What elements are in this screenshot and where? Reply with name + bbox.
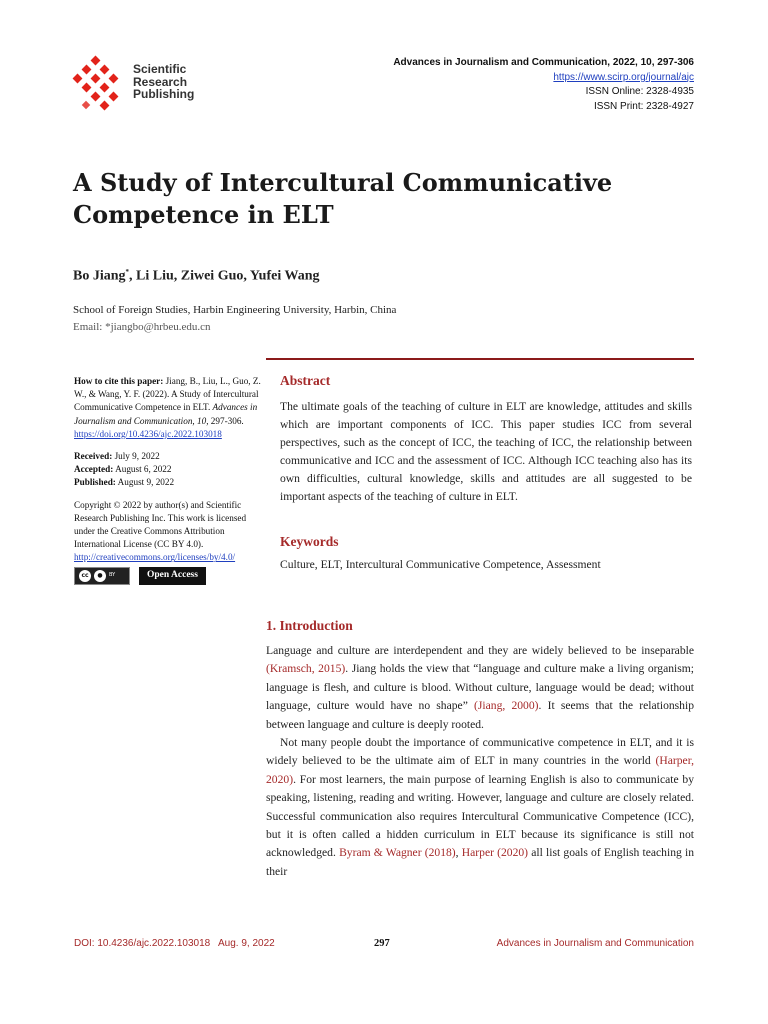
keywords-text: Culture, ELT, Intercultural Communicative Competence, Assessment	[280, 558, 601, 571]
open-access-badge: Open Access	[139, 567, 206, 585]
ref-jiang-2000[interactable]: (Jiang, 2000)	[474, 699, 539, 713]
footer-journal: Advances in Journalism and Communication	[496, 938, 694, 949]
cc-by-badge[interactable]	[74, 567, 130, 585]
cc-icon: cc	[79, 570, 91, 582]
introduction-heading: 1. Introduction	[266, 618, 353, 633]
cite-text: Jiang, B., Liu, L., Guo, Z. W., & Wang, Y. F. (2022). A Study of Intercultural Communicative Competence in ELT.	[74, 376, 261, 413]
copyright-text: Copyright © 2022 by author(s) and Scientific Research Publishing Inc. This work is licensed under the Creative Commons Attribution International License (CC BY 4.0).	[74, 499, 247, 550]
section-rule	[266, 358, 694, 360]
cite-pages: 297-306.	[208, 415, 244, 426]
published-date: August 9, 2022	[115, 477, 175, 488]
page-number: 297	[374, 938, 390, 949]
ref-harper-2020-b[interactable]: Harper (2020)	[461, 846, 529, 860]
cite-doi-link[interactable]: https://doi.org/10.4236/ajc.2022.103018	[74, 428, 222, 439]
p2-text-a: Not many people doubt the importance of communicative competence in ELT, and it is widely believed to be the ultimate aim of ELT in many countries in the world	[266, 736, 694, 768]
publisher-name-line-1: Scientific	[133, 62, 187, 76]
author-rest: , Li Liu, Ziwei Guo, Yufei Wang	[129, 268, 320, 284]
p1-text-a: Language and culture are interdependent and they are widely believed to be inseparable	[266, 644, 694, 657]
dates-block	[74, 450, 264, 490]
abstract-text: The ultimate goals of the teaching of culture in ELT are knowledge, attitudes and skills which are important components of ICC. This paper studies ICC from several perspectives, such as the concept of ICC, the teaching of ICC, the relationship between communicative and ICC and the assessment of ICC. Although ICC teaching also has its own difficulties, cultural knowledge, skills and attitudes are all suggested to be important aspects of the teaching of culture in ELT.	[280, 400, 692, 503]
license-badges	[74, 567, 264, 585]
email: Email: *jiangbo@hrbeu.edu.cn	[73, 321, 211, 333]
p1-text-c: . It seems that the relationship between language and culture is deeply rooted.	[266, 699, 694, 731]
copyright-block	[74, 499, 264, 565]
issn-online: ISSN Online: 2328-4935	[585, 86, 694, 97]
sidebar	[74, 375, 264, 585]
accepted-date: August 6, 2022	[113, 464, 172, 475]
intro-paragraph-1	[266, 642, 694, 734]
journal-info	[393, 56, 694, 114]
corresponding-mark: *	[125, 268, 130, 276]
publisher-logo	[72, 55, 212, 115]
paper-title: A Study of Intercultural Communicative Competence in ELT	[73, 168, 613, 229]
accepted-label: Accepted:	[74, 464, 114, 475]
license-link[interactable]: http://creativecommons.org/licenses/by/4.0/	[74, 552, 236, 563]
author-list	[73, 268, 320, 285]
affiliation: School of Foreign Studies, Harbin Engineering University, Harbin, China	[73, 304, 397, 316]
journal-citation: Advances in Journalism and Communication, 2022, 10, 297-306	[393, 57, 694, 68]
p2-text-d: all list goals of English teaching in their	[266, 846, 695, 878]
intro-paragraph-2	[266, 734, 694, 881]
ref-harper-2020[interactable]: (Harper, 2020)	[266, 754, 694, 786]
p2-text-b: . For most learners, the main purpose of learning English is also to communicate by speaking, listening, reading and writing. However, language and culture are closely related. Successful communication also requires Intercultural Communicative Competence (ICC), but it is often called a hidden curriculum in ELT because its significance is still not acknowledged.	[266, 772, 694, 860]
footer-doi: DOI: 10.4236/ajc.2022.103018 Aug. 9, 2022	[74, 938, 275, 949]
published-label: Published:	[74, 477, 116, 488]
by-text: BY	[109, 572, 116, 579]
cite-label: How to cite this paper:	[74, 376, 164, 386]
issn-print: ISSN Print: 2328-4927	[593, 100, 694, 112]
cite-journal: Advances in Journalism and Communication, 10,	[74, 402, 258, 426]
journal-url-link[interactable]: https://www.scirp.org/journal/ajc	[553, 71, 694, 83]
introduction-body	[266, 642, 694, 881]
publisher-name-line-3: Publishing	[133, 87, 195, 101]
citation-block	[74, 375, 264, 441]
ref-byram-wagner-2018[interactable]: Byram & Wagner (2018)	[339, 846, 456, 860]
author-first: Bo Jiang	[73, 268, 126, 284]
scirp-diamond-logo-icon	[72, 55, 132, 115]
publisher-name-line-2: Research	[133, 74, 188, 89]
abstract-heading: Abstract	[280, 373, 331, 388]
received-label: Received:	[74, 451, 113, 462]
p2-text-c: ,	[455, 846, 462, 860]
by-person-icon: ●	[94, 570, 106, 582]
publisher-name	[133, 63, 194, 101]
keywords-heading: Keywords	[280, 534, 339, 549]
received-date: July 9, 2022	[112, 451, 160, 462]
ref-kramsch-2015[interactable]: (Kramsch, 2015)	[266, 662, 346, 676]
p1-text-b: . Jiang holds the view that “language and culture make a living organism; language is flesh, and culture is blood. Without culture, language would be dead; without language, culture would have no shape”	[266, 662, 695, 713]
